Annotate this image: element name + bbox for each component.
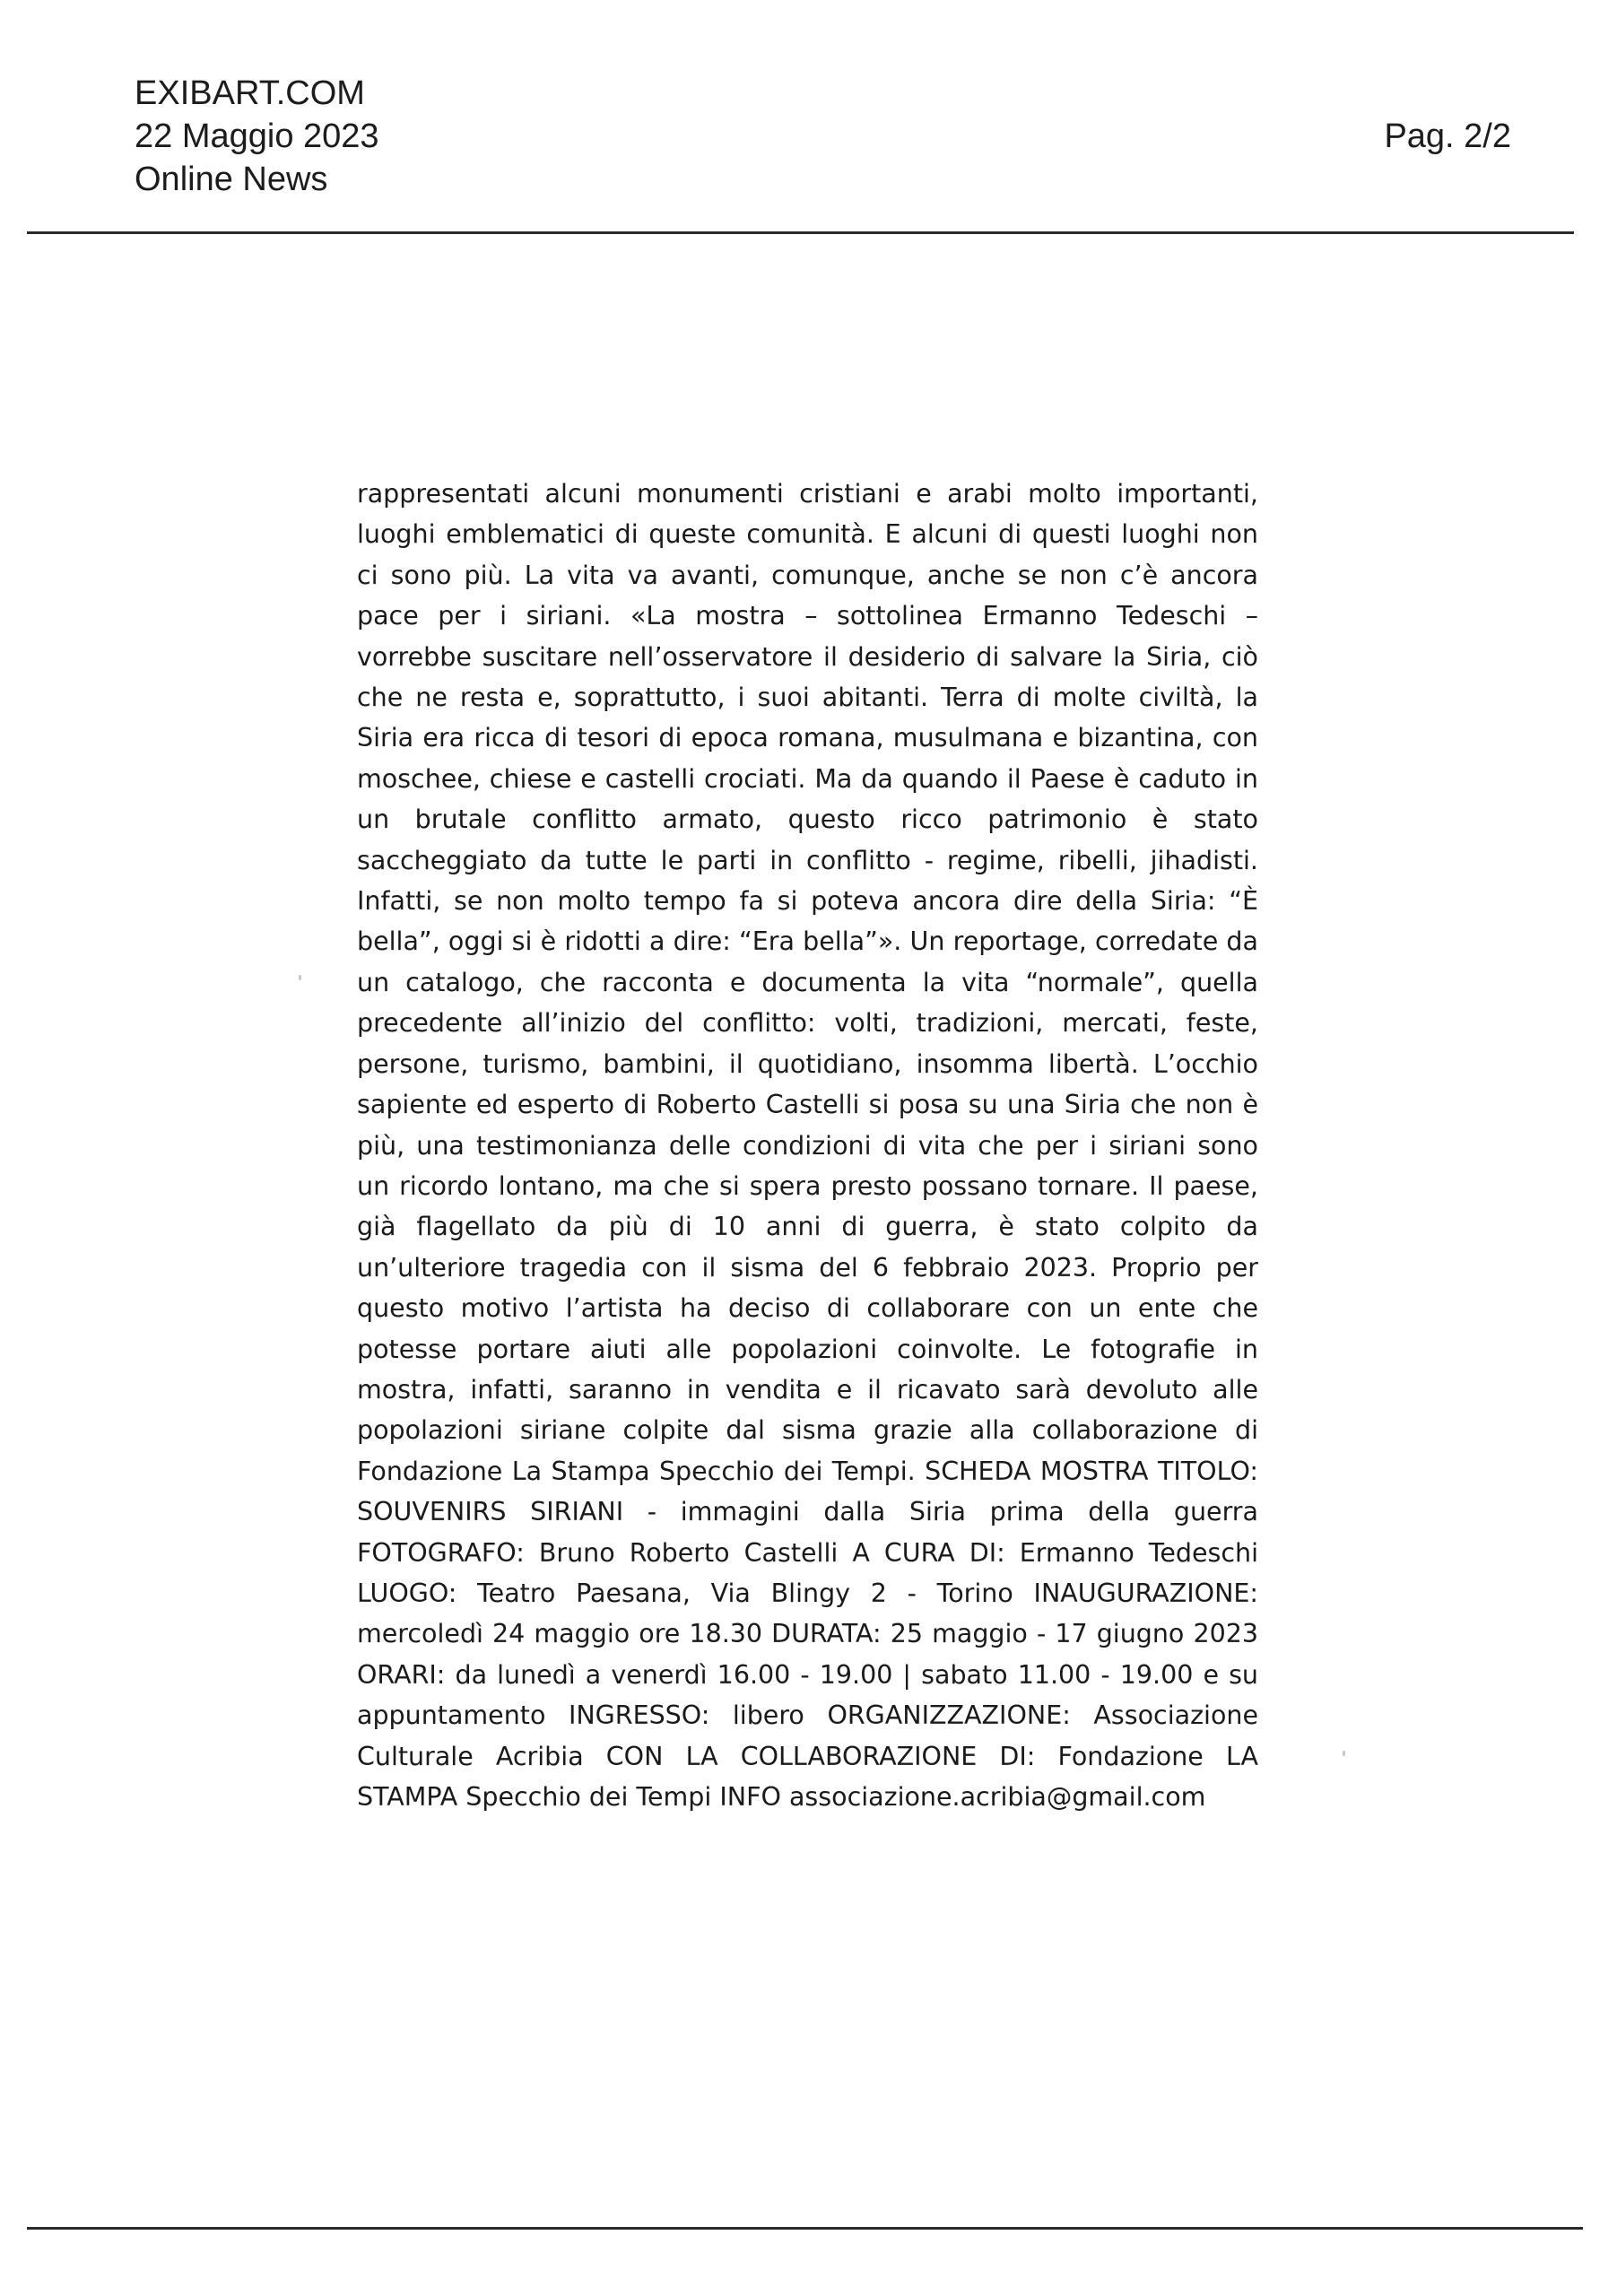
scan-speck xyxy=(1343,1751,1345,1756)
header-divider xyxy=(27,231,1574,234)
document-header xyxy=(135,72,379,201)
source-name: EXIBART.COM xyxy=(135,74,365,112)
page-number: Pag. 2/2 xyxy=(1384,117,1511,155)
publication-date: 22 Maggio 2023 xyxy=(135,117,379,155)
article-body xyxy=(357,474,1258,1817)
scan-speck xyxy=(299,975,301,980)
article-text: rappresentati alcuni monumenti cristiani e arabi molto importanti, luoghi emblematici di queste comunità. E alcuni di questi luoghi non ci sono più. La vita va avanti, comunque, anche se non c’è ancora pace per i siriani. «La mostra – sottolinea Ermanno Tedeschi – vorrebbe suscitare nell’osservatore il desiderio di salvare la Siria, ciò che ne resta e, soprattutto, i suoi abitanti. Terra di molte civiltà, la Siria era ricca di tesori di epoca romana, musulmana e bizantina, con moschee, chiese e castelli crociati. Ma da quando il Paese è caduto in un brutale conflitto armato, questo ricco patrimonio è stato saccheggiato da tutte le parti in conflitto - regime, ribelli, jihadisti. Infatti, se non molto tempo fa si poteva ancora dire della Siria: “È bella”, oggi si è ridotti a dire: “Era bella”». Un reportage, corredate da un catalogo, che racconta e documenta la vita “normale”, quella precedente all’inizio del conflitto: volti, tradizioni, mercati, feste, persone, turismo, bambini, il quotidiano, insomma libertà. L’occhio sapiente ed esperto di Roberto Castelli si posa su una Siria che non è più, una testimonianza delle condizioni di vita che per i siriani sono un ricordo lontano, ma che si spera presto possano tornare. Il paese, già flagellato da più di 10 anni di guerra, è stato colpito da un’ulteriore tragedia con il sisma del 6 febbraio 2023. Proprio per questo motivo l’artista ha deciso di collaborare con un ente che potesse portare aiuti alle popolazioni coinvolte. Le fotografie in mostra, infatti, saranno in vendita e il ricavato sarà devoluto alle popolazioni siriane colpite dal sisma grazie alla collaborazione di Fondazione La Stampa Specchio dei Tempi. SCHEDA MOSTRA TITOLO: SOUVENIRS SIRIANI - immagini dalla Siria prima della guerra FOTOGRAFO: Bruno Roberto Castelli A CURA DI: Ermanno Tedeschi LUOGO: Teatro Paesana, Via Blingy 2 - Torino INAUGURAZIONE: mercoledì 24 maggio ore 18.30 DURATA: 25 maggio - 17 giugno 2023 ORARI: da lunedì a venerdì 16.00 - 19.00 | sabato 11.00 - 19.00 e su appuntamento INGRESSO: libero ORGANIZZAZIONE: Associazione Culturale Acribia CON LA COLLABORAZIONE DI: Fondazione LA STAMPA Specchio dei Tempi INFO associazione.acribia@gmail.com xyxy=(357,479,1258,1812)
footer-divider xyxy=(27,2227,1583,2230)
media-category: Online News xyxy=(135,161,328,198)
